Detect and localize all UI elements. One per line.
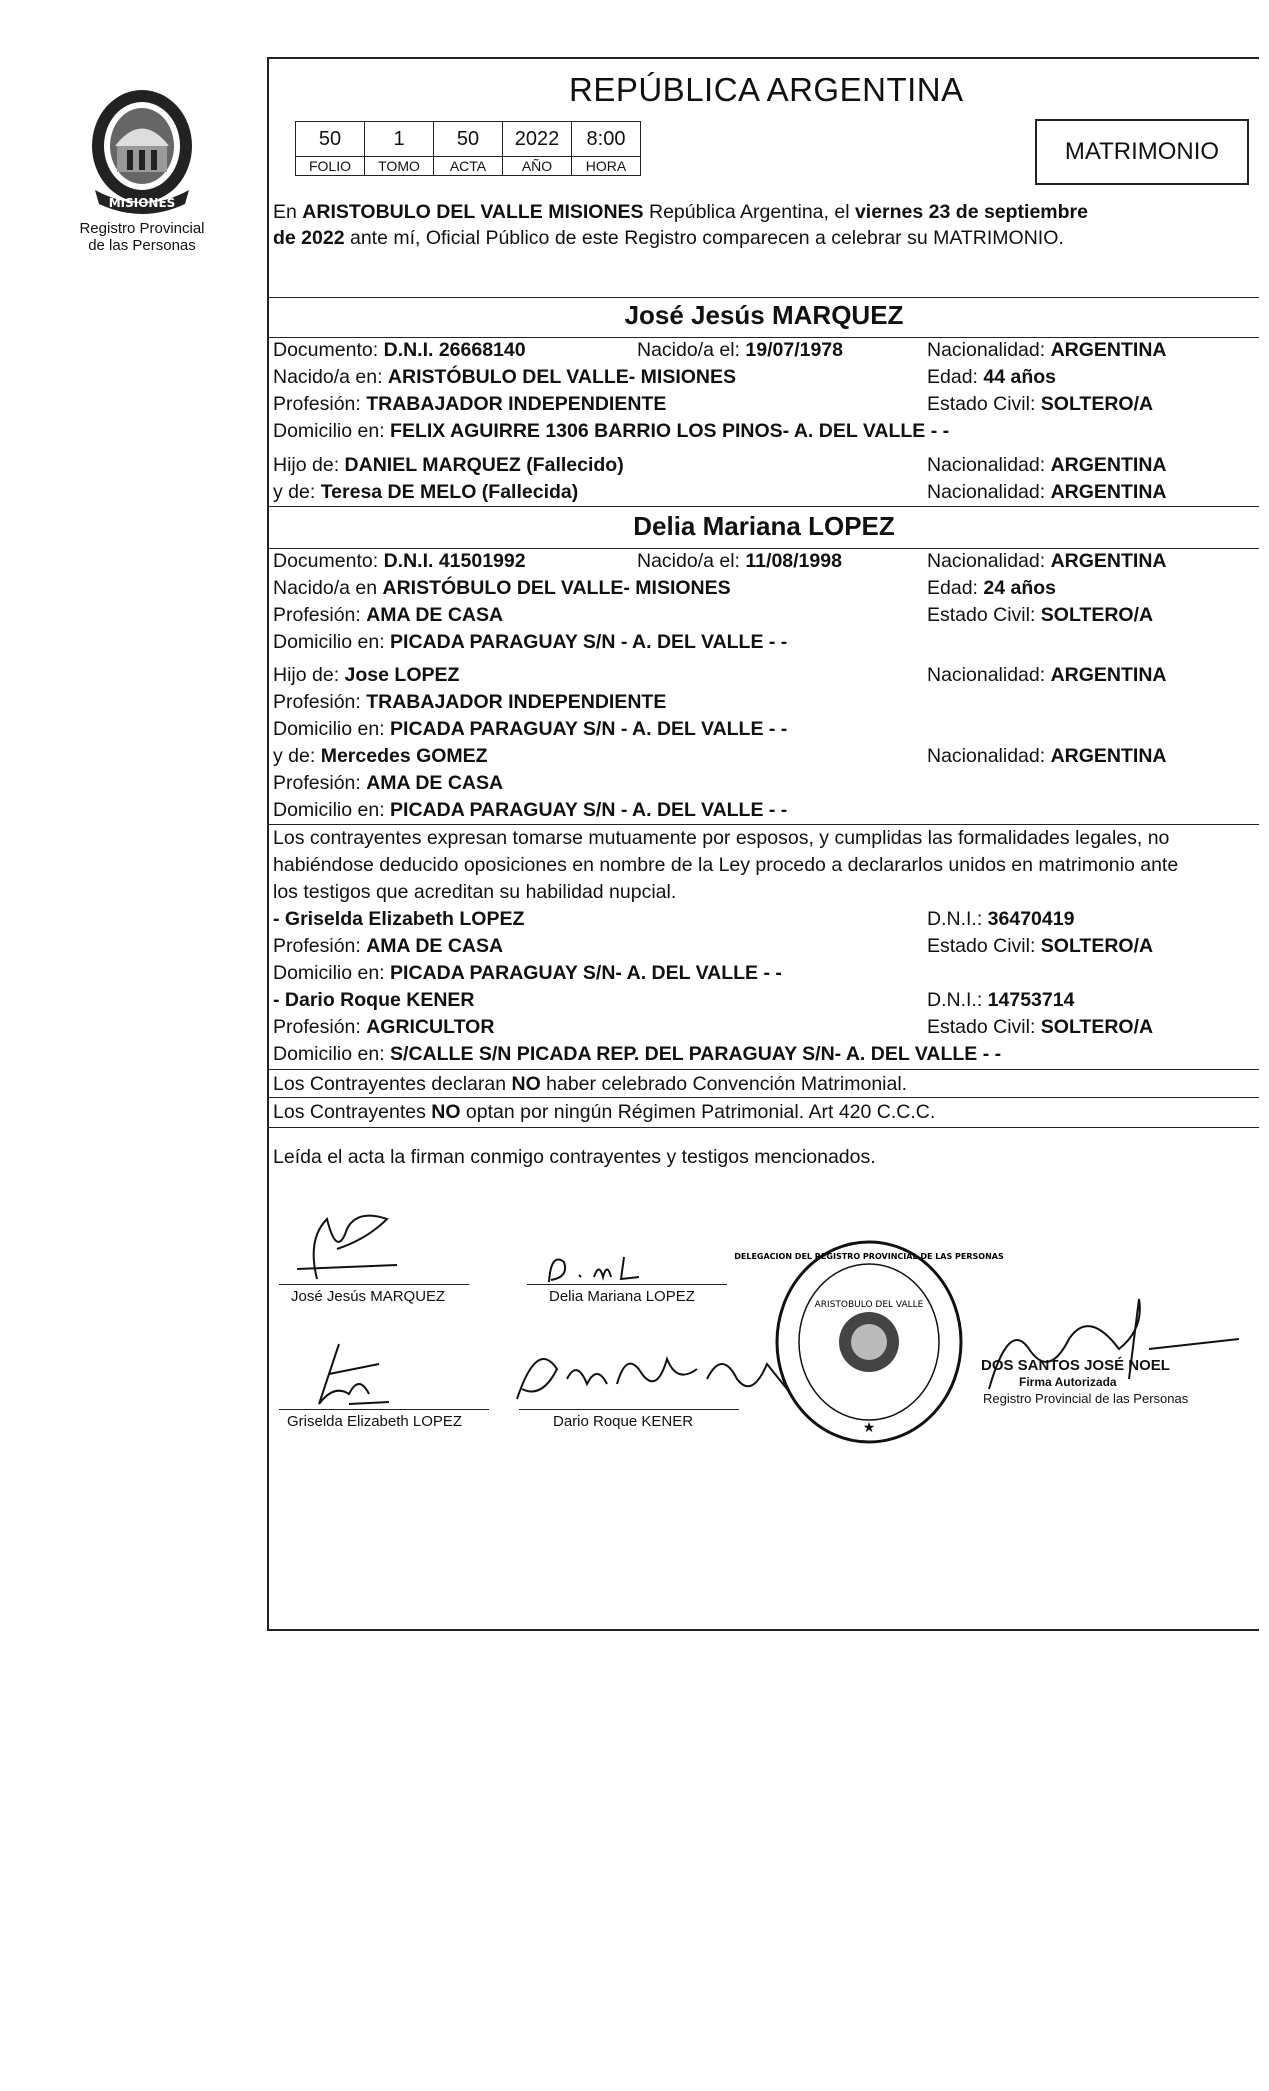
time-value: 8:00 bbox=[572, 122, 641, 157]
groom-name: José Jesús MARQUEZ bbox=[624, 300, 904, 330]
groom-mother: y de: Teresa DE MELO (Fallecida) bbox=[273, 481, 579, 503]
intro-line-2: de 2022 ante mí, Oficial Público de este Registro comparecen a celebrar su MATRIMONIO. bbox=[273, 227, 1064, 249]
bride-address: Domicilio en: PICADA PARAGUAY S/N - A. DEL VALLE - - bbox=[273, 631, 788, 653]
bride-mother-address: Domicilio en: PICADA PARAGUAY S/N - A. DEL VALLE - - bbox=[273, 799, 788, 821]
witness2-civil-status: Estado Civil: SOLTERO/A bbox=[927, 1016, 1154, 1038]
bride-name: Delia Mariana LOPEZ bbox=[633, 511, 895, 541]
groom-age: Edad: 44 años bbox=[927, 366, 1057, 388]
certificate bbox=[267, 57, 1259, 1631]
tomo-label: TOMO bbox=[365, 157, 434, 176]
witness1-profession: Profesión: AMA DE CASA bbox=[273, 935, 504, 957]
folio-value: 50 bbox=[296, 122, 365, 157]
witness2-signature-label: Dario Roque KENER bbox=[553, 1413, 694, 1430]
witness2-dni: D.N.I.: 14753714 bbox=[927, 989, 1075, 1011]
groom-civil-status: Estado Civil: SOLTERO/A bbox=[927, 393, 1154, 415]
bride-father-profession: Profesión: TRABAJADOR INDEPENDIENTE bbox=[273, 691, 667, 713]
svg-text:MISIONES: MISIONES bbox=[108, 196, 176, 210]
groom-father-nationality: Nacionalidad: ARGENTINA bbox=[927, 454, 1167, 476]
clause-convention: Los Contrayentes declaran NO haber celebrado Convención Matrimonial. bbox=[273, 1073, 908, 1095]
groom-address: Domicilio en: FELIX AGUIRRE 1306 BARRIO LOS PINOS- A. DEL VALLE - - bbox=[273, 420, 950, 442]
divider bbox=[269, 506, 1259, 507]
groom-profession: Profesión: TRABAJADOR INDEPENDIENTE bbox=[273, 393, 667, 415]
bride-nationality: Nacionalidad: ARGENTINA bbox=[927, 550, 1167, 572]
divider bbox=[269, 297, 1259, 298]
bride-father-address: Domicilio en: PICADA PARAGUAY S/N - A. DEL VALLE - - bbox=[273, 718, 788, 740]
registry-name: Registro Provincial de las Personas bbox=[79, 220, 205, 254]
groom-signature-label: José Jesús MARQUEZ bbox=[291, 1288, 446, 1305]
bride-signature-label: Delia Mariana LOPEZ bbox=[549, 1288, 695, 1305]
divider bbox=[269, 1097, 1259, 1098]
witness1-civil-status: Estado Civil: SOLTERO/A bbox=[927, 935, 1154, 957]
bride-signature bbox=[539, 1247, 659, 1287]
certificate-title: REPÚBLICA ARGENTINA bbox=[569, 71, 964, 108]
acta-value: 50 bbox=[434, 122, 503, 157]
witness2-signature bbox=[507, 1329, 797, 1414]
witness2-address: Domicilio en: S/CALLE S/N PICADA REP. DEL PARAGUAY S/N- A. DEL VALLE - - bbox=[273, 1043, 1002, 1065]
bride-document: Documento: D.N.I. 41501992 bbox=[273, 550, 526, 572]
officer-role: Firma Autorizada bbox=[1019, 1375, 1117, 1389]
declaration-line-3: los testigos que acreditan su habilidad nupcial. bbox=[273, 881, 677, 903]
acta-label: ACTA bbox=[434, 157, 503, 176]
groom-document: Documento: D.N.I. 26668140 bbox=[273, 339, 526, 361]
bride-father-nationality: Nacionalidad: ARGENTINA bbox=[927, 664, 1167, 686]
folio-label: FOLIO bbox=[296, 157, 365, 176]
bride-civil-status: Estado Civil: SOLTERO/A bbox=[927, 604, 1154, 626]
groom-mother-nationality: Nacionalidad: ARGENTINA bbox=[927, 481, 1167, 503]
witness2-name: - Dario Roque KENER bbox=[273, 989, 475, 1011]
tomo-value: 1 bbox=[365, 122, 434, 157]
registry-reference-table bbox=[295, 121, 641, 176]
province-seal-icon bbox=[87, 86, 197, 214]
groom-birthplace: Nacido/a en: ARISTÓBULO DEL VALLE- MISIONES bbox=[273, 366, 737, 388]
signature-line bbox=[279, 1409, 489, 1410]
officer-office: Registro Provincial de las Personas bbox=[983, 1391, 1189, 1406]
bride-profession: Profesión: AMA DE CASA bbox=[273, 604, 504, 626]
divider bbox=[269, 1127, 1259, 1128]
official-stamp bbox=[734, 1237, 1004, 1447]
clause-regime: Los Contrayentes NO optan por ningún Régimen Patrimonial. Art 420 C.C.C. bbox=[273, 1101, 936, 1123]
witness1-dni: D.N.I.: 36470419 bbox=[927, 908, 1075, 930]
groom-signature bbox=[277, 1199, 417, 1289]
groom-father: Hijo de: DANIEL MARQUEZ (Fallecido) bbox=[273, 454, 624, 476]
bride-mother-profession: Profesión: AMA DE CASA bbox=[273, 772, 504, 794]
year-value: 2022 bbox=[503, 122, 572, 157]
bride-mother-nationality: Nacionalidad: ARGENTINA bbox=[927, 745, 1167, 767]
bride-father: Hijo de: Jose LOPEZ bbox=[273, 664, 460, 686]
groom-nationality: Nacionalidad: ARGENTINA bbox=[927, 339, 1167, 361]
officer-name: DOS SANTOS JOSÉ NOEL bbox=[981, 1357, 1170, 1374]
reading-statement: Leída el acta la firman conmigo contrayentes y testigos mencionados. bbox=[273, 1146, 876, 1168]
bride-age: Edad: 24 años bbox=[927, 577, 1057, 599]
bride-mother: y de: Mercedes GOMEZ bbox=[273, 745, 488, 767]
registry-logo bbox=[72, 86, 212, 254]
bride-birthplace: Nacido/a en ARISTÓBULO DEL VALLE- MISIONES bbox=[273, 577, 731, 599]
groom-birthdate: Nacido/a el: 19/07/1978 bbox=[637, 339, 844, 361]
svg-text:ARISTOBULO DEL VALLE: ARISTOBULO DEL VALLE bbox=[814, 1300, 924, 1310]
witness1-signature-label: Griselda Elizabeth LOPEZ bbox=[287, 1413, 463, 1430]
witness2-profession: Profesión: AGRICULTOR bbox=[273, 1016, 495, 1038]
intro-line-1: En ARISTOBULO DEL VALLE MISIONES República Argentina, el viernes 23 de septiembre bbox=[273, 201, 1088, 223]
act-type-box: MATRIMONIO bbox=[1035, 119, 1249, 185]
svg-text:DELEGACION DEL REGISTRO PROVIN: DELEGACION DEL REGISTRO PROVINCIAL DE LAS PERSONAS bbox=[734, 1252, 1004, 1261]
time-label: HORA bbox=[572, 157, 641, 176]
declaration-line-2: habiéndose deducido oposiciones en nombre de la Ley procedo a declararlos unidos en matrimonio ante bbox=[273, 854, 1179, 876]
signature-line bbox=[279, 1284, 469, 1285]
signature-line bbox=[527, 1284, 727, 1285]
svg-text:★: ★ bbox=[862, 1420, 876, 1436]
witness1-signature bbox=[289, 1334, 409, 1424]
signature-line bbox=[519, 1409, 739, 1410]
divider bbox=[269, 1069, 1259, 1070]
declaration-line-1: Los contrayentes expresan tomarse mutuamente por esposos, y cumplidas las formalidades legales, no bbox=[273, 827, 1170, 849]
bride-birthdate: Nacido/a el: 11/08/1998 bbox=[637, 550, 842, 572]
witness1-name: - Griselda Elizabeth LOPEZ bbox=[273, 908, 525, 930]
year-label: AÑO bbox=[503, 157, 572, 176]
witness1-address: Domicilio en: PICADA PARAGUAY S/N- A. DEL VALLE - - bbox=[273, 962, 782, 984]
